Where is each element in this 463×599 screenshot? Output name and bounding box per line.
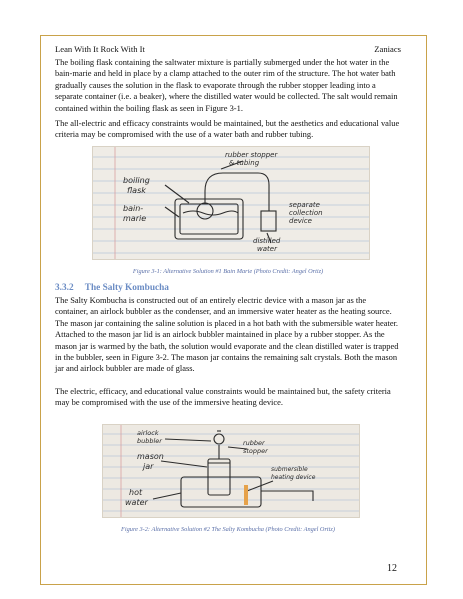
label-heating-device: heating device — [271, 474, 316, 481]
label-bain: bain- — [123, 204, 144, 213]
figure-2-caption: Figure 3-2: Alternative Solution #2 The Salty Kombucha (Photo Credit: Angel Ortiz) — [121, 526, 335, 533]
label-submersible: submersible — [271, 466, 308, 473]
bain-marie-drawing — [93, 147, 369, 259]
label-airlock: airlock — [137, 429, 159, 437]
section-heading — [55, 283, 169, 293]
label-mason: mason — [137, 452, 164, 461]
paragraph-kombucha-description: The Salty Kombucha is constructed out of an entirely electric device with a mason jar as the container, an airlock bubbler as the condenser, and an immersive water heater as the heating source. The mason jar containing the saline solution is placed in a hot bath with the submersible water heater. Attached to the mason jar lid is an airlock bubbler maintained in place by a rubber stopper. As the mason jar is warmed by the bath, the solution would evaporate and the clean distilled water is trapped in the bubbler, seen in Figure 3-2. The mason jar contains the remaining salt crystals. Both the mason jar and airlock bubbler are made of glass. — [55, 295, 399, 374]
kombucha-drawing — [103, 425, 359, 517]
label-boiling: boiling — [123, 176, 150, 185]
header-team: Zaniacs — [374, 44, 401, 54]
label-marie: marie — [123, 214, 147, 223]
figure-1-caption: Figure 3-1: Alternative Solution #1 Bain Marie (Photo Credit: Angel Ortiz) — [132, 268, 324, 275]
label-flask: flask — [127, 186, 146, 195]
heater-element — [244, 485, 248, 505]
label-bubbler: bubbler — [137, 437, 162, 445]
label-distilled-water: water — [257, 245, 277, 253]
label-collection: collection — [289, 209, 323, 217]
page-number: 12 — [387, 563, 397, 574]
page-header — [55, 44, 401, 54]
label-hot-water: water — [125, 498, 148, 507]
paragraph-bain-marie-constraints: The all-electric and efficacy constraints would be maintained, but the aesthetics and educational value criteria may be compromised with the use of a water bath and rubber tubing. — [55, 118, 400, 140]
label-distilled: distilled — [253, 237, 281, 245]
label-rubber-stopper: rubber stopper — [225, 151, 278, 159]
label-device: device — [289, 217, 312, 225]
figure-kombucha-sketch — [102, 424, 360, 518]
paragraph-kombucha-constraints: The electric, efficacy, and educational value constraints would be maintained but, the safety criteria may be compromised with the use of the immersive heating device. — [55, 386, 391, 408]
label-rubber: rubber — [243, 439, 265, 447]
section-number: 3.3.2 — [55, 283, 74, 293]
label-hot: hot — [129, 488, 143, 497]
label-tubing: & tubing — [229, 159, 260, 167]
label-jar: jar — [143, 462, 154, 471]
paragraph-bain-marie-description: The boiling flask containing the saltwater mixture is partially submerged under the hot water in the bain-marie and held in place by a clamp attached to the outer rim of the structure. The hot water bath gradually causes the solution in the flask to evaporate through the rubber stopper leading into a separate container (i.e. a beaker), where the distilled water would be collected. The salt would remain contained within the boiling flask as seen in Figure 3-1. — [55, 57, 398, 113]
section-title: The Salty Kombucha — [84, 283, 169, 293]
figure-bain-marie-sketch — [92, 146, 370, 260]
label-stopper: stopper — [243, 447, 268, 455]
header-title: Lean With It Rock With It — [55, 44, 145, 54]
label-separate: separate — [289, 201, 320, 209]
